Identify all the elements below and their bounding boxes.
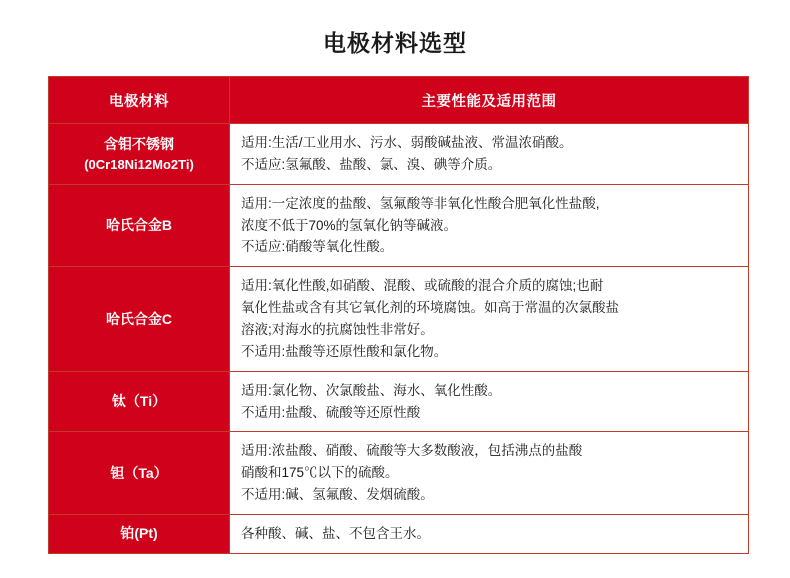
description-line: 适用:氯化物、次氯酸盐、海水、氧化性酸。 — [241, 382, 502, 398]
cell-description — [230, 371, 749, 432]
cell-material — [49, 371, 230, 432]
cell-material — [49, 432, 230, 515]
description-line: 适用:生活/工业用水、污水、弱酸碱盐液、常温浓硝酸。 — [241, 135, 573, 150]
table-header-row — [49, 77, 749, 124]
table-header — [49, 77, 749, 124]
cell-material — [49, 184, 230, 267]
cell-material — [49, 267, 230, 371]
table-row — [49, 267, 749, 371]
cell-description — [230, 184, 749, 267]
electrode-material-table — [48, 76, 749, 554]
material-formula: (0Cr18Ni12Mo2Ti) — [84, 156, 194, 172]
cell-description — [230, 515, 749, 554]
description-line: 不适用:碱、氢氟酸、发烟硫酸。 — [241, 487, 434, 503]
table-container — [48, 76, 742, 554]
table-body — [49, 124, 749, 554]
material-name: 钛（Ti） — [111, 393, 167, 410]
description-line: 适用:氧化性酸,如硝酸、混酸、或硫酸的混合介质的腐蚀;也耐 — [241, 278, 604, 294]
material-name: 铂(Pt) — [120, 525, 158, 542]
table-row — [49, 432, 749, 515]
description-line: 不适用:盐酸等还原性酸和氯化物。 — [241, 343, 448, 359]
cell-material — [49, 515, 230, 554]
description-line: 溶液;对海水的抗腐蚀性非常好。 — [241, 322, 434, 338]
description-line: 浓度不低于70%的氢氧化钠等碱液。 — [241, 217, 458, 233]
material-name: 含钼不锈钢 — [104, 135, 174, 152]
table-row — [49, 371, 749, 432]
page-title: 电极材料选型 — [323, 30, 467, 56]
description-line: 不适应:氢氟酸、盐酸、氯、溴、碘等介质。 — [241, 156, 502, 172]
table-row — [49, 124, 749, 185]
description-line: 氧化性盐或含有其它氧化剂的环境腐蚀。如高于常温的次氯酸盐 — [241, 300, 619, 316]
description-line: 适用:浓盐酸、硝酸、硫酸等大多数酸液，包括沸点的盐酸 — [241, 443, 583, 459]
description-line: 硝酸和175℃以下的硫酸。 — [241, 465, 399, 481]
column-header-material: 电极材料 — [49, 77, 230, 124]
material-name: 哈氏合金B — [105, 217, 173, 233]
cell-material — [49, 124, 230, 185]
cell-description — [230, 124, 749, 185]
description-line: 不适应:硝酸等氧化性酸。 — [241, 239, 394, 255]
cell-description — [230, 267, 749, 371]
material-name: 哈氏合金C — [105, 310, 173, 327]
table-row — [49, 184, 749, 267]
table-row — [49, 515, 749, 554]
cell-description — [230, 432, 749, 515]
column-header-description: 主要性能及适用范围 — [230, 77, 749, 124]
description-line: 不适用:盐酸、硫酸等还原性酸 — [241, 404, 421, 420]
material-name: 钽（Ta） — [110, 464, 168, 481]
description-line: 各种酸、碱、盐、不包含王水。 — [241, 526, 430, 542]
description-line: 适用:一定浓度的盐酸、氢氟酸等非氧化性酸合肥氧化性盐酸, — [241, 195, 600, 211]
